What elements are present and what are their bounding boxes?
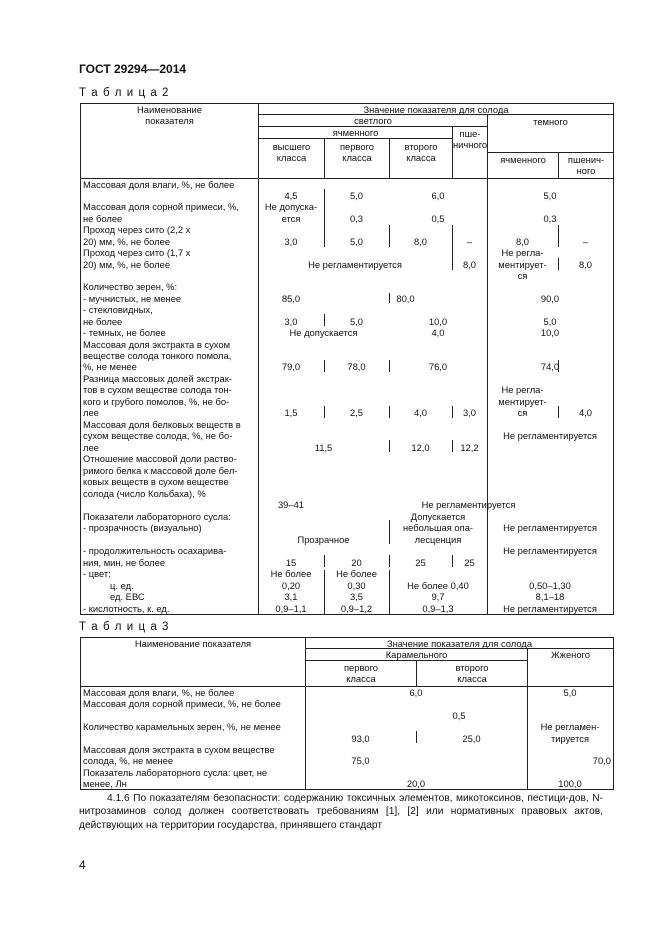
t2-label: не более (83, 316, 123, 327)
t2-label: не более (83, 213, 123, 224)
t3-label: Количество карамельных зерен, %, не менее (83, 721, 281, 732)
t2-cell: Не регламентируется (503, 522, 597, 533)
document-code: ГОСТ 29294—2014 (79, 62, 187, 76)
t2-label: Массовая доля сорной примеси, %, (83, 201, 239, 212)
t2-cell: 9,7 (431, 591, 445, 602)
t2-cell: 0,20 (281, 580, 301, 591)
t3-cell: 25,0 (462, 733, 481, 744)
t2-cell: 3,0 (284, 236, 298, 247)
t2-label: - стекловидных, (83, 304, 153, 315)
t2-cell: 8,0 (515, 236, 530, 247)
t2-label: Разница массовых долей экстрак- (83, 373, 232, 384)
t2-cell: Не регламентируется (503, 545, 597, 556)
t2-label: ед. ЕВС (110, 591, 145, 602)
t2-label: лее (83, 407, 99, 418)
t2-cell: Допускается (410, 511, 466, 522)
t3-caramel-header: Карамельного (385, 649, 448, 660)
t3-name-column-header: Наименование показателя (134, 638, 252, 649)
t2-dark-barley-header: ячменного (500, 154, 546, 165)
t2-label: Показатели лабораторного сусла: (83, 511, 231, 522)
t2-cell: Не регламентируется (308, 259, 402, 270)
t2-cell: 11,5 (314, 442, 333, 453)
t3-label: солода, %, не менее (83, 755, 174, 766)
t2-cell: Не регла- (501, 384, 544, 395)
t2-grade-second-header: второго класса (404, 141, 438, 164)
t3-second-class-header: второго класса (455, 662, 489, 685)
t2-cell: 76,0 (428, 361, 448, 372)
t2-wheat-light-header: пше- ничного (453, 128, 488, 151)
t2-cell: Не более (270, 568, 312, 579)
t2-label: ц. ед. (110, 580, 134, 591)
t2-dark-wheat-header: пшенич- ного (567, 154, 605, 177)
safety-paragraph: 4.1.6 По показателям безопасности: содержанию токсичных элементов, микотоксинов, пестици-дов, N-нитрозаминов солод должен соответствовать требованиям [1], [2] или нормативных правовых актов, действующих на территории государства, принявшего стандарт (79, 793, 603, 831)
t2-cell: 39–41 (277, 499, 305, 510)
t2-cell: Не допускается (289, 327, 358, 338)
t2-cell: 5,0 (543, 190, 557, 201)
t2-cell: 80,0 (396, 293, 415, 304)
t2-cell: 1,5 (284, 407, 298, 418)
t2-cell: Не регламентируется (503, 603, 597, 614)
t2-cell: 6,0 (431, 190, 445, 201)
t2-cell: 12,2 (460, 442, 479, 453)
t2-label: 20) мм, %, не более (83, 259, 171, 270)
t3-cell: 6,0 (409, 687, 423, 698)
t2-cell: 4,0 (431, 327, 445, 338)
t3-value-header: Значение показателя для солода (386, 638, 533, 649)
t2-grade-high-header: высшего класса (272, 141, 311, 164)
t2-light-header: светлого (354, 115, 392, 126)
t3-cell: тируется (550, 733, 590, 744)
t2-grade-first-header: первого класса (339, 141, 375, 164)
t2-cell: 25 (415, 557, 426, 568)
t2-cell: – (466, 236, 473, 247)
t2-cell: 5,0 (349, 190, 364, 201)
t2-label: 20) мм, %, не более (83, 236, 171, 247)
t2-cell: 10,0 (540, 327, 560, 338)
t2-label: - продолжительность осахарива- (83, 545, 227, 556)
t2-cell: ментирует- (498, 396, 547, 407)
t2-cell: 0,9–1,2 (340, 603, 373, 614)
t2-cell: 8,0 (462, 259, 477, 270)
t2-cell: Не более (336, 568, 377, 579)
t2-cell: Не более 0,40 (407, 580, 469, 591)
t3-label: Массовая доля сорной примеси, %, не более (83, 698, 281, 709)
t2-cell: 79,0 (281, 361, 301, 372)
t2-label: кого и грубого помолов, %, не бо- (83, 396, 230, 407)
t2-cell: Не регла- (501, 247, 544, 258)
table2-title: Т а б л и ц а 2 (79, 87, 170, 99)
t2-cell: 8,0 (413, 236, 428, 247)
t2-label: Массовая доля влаги, %, не более (83, 179, 235, 190)
t2-cell: 0,3 (543, 213, 557, 224)
t2-cell: Не регламентируется (503, 430, 597, 441)
t2-cell: 15 (285, 557, 297, 568)
t3-label: Показатель лабораторного сусла: цвет, не (83, 767, 268, 778)
t2-cell: ется (281, 213, 301, 224)
t2-label: - темных, не более (83, 327, 166, 338)
t2-label: Отношение массовой доли раство- (83, 453, 237, 464)
t2-cell: лесценция (414, 534, 462, 545)
t2-cell: 2,5 (349, 407, 364, 418)
t2-name-column-header: Наименование показателя (137, 104, 202, 127)
t2-cell: 5,0 (543, 316, 557, 327)
t2-cell: 3,5 (349, 591, 364, 602)
t2-cell: 3,0 (462, 407, 477, 418)
t2-cell: 0,30 (347, 580, 366, 591)
t3-cell: 70,0 (592, 755, 611, 766)
t2-label: - цвет: (83, 568, 111, 579)
t2-cell: 4,0 (578, 407, 593, 418)
t3-cell: 75,0 (351, 755, 370, 766)
t2-cell: 12,0 (411, 442, 430, 453)
table3-title: Т а б л и ц а 3 (79, 621, 170, 633)
t2-label: Массовая доля экстракта в сухом (83, 339, 231, 350)
t3-roasted-header: Жженого (551, 649, 590, 660)
page-number: 4 (79, 858, 86, 872)
t2-cell: 3,0 (284, 316, 298, 327)
t3-cell: 93,0 (351, 733, 370, 744)
t2-cell: небольшая опа- (402, 522, 474, 533)
t2-cell: 4,5 (284, 190, 298, 201)
t2-label: лее (83, 442, 99, 453)
t2-cell: 90,0 (540, 293, 560, 304)
t2-cell: 0,5 (431, 213, 445, 224)
t3-label: Массовая доля экстракта в сухом веществе (83, 744, 275, 755)
t2-cell: 4,0 (413, 407, 428, 418)
t2-cell: 3,1 (284, 591, 298, 602)
t2-label: солода (число Кольбаха), % (83, 488, 206, 499)
t2-cell: Не регламентируется (421, 499, 516, 510)
t2-cell: Не допуска- (264, 201, 318, 212)
t3-cell: 0,5 (452, 710, 466, 721)
t2-cell: 0,9–1,1 (275, 603, 307, 614)
t3-cell: 100,0 (558, 778, 582, 789)
t2-label: ковых веществ в сухом веществе (83, 476, 229, 487)
t2-value-header: Значение показателя для солода (363, 104, 509, 115)
t2-label: %, не менее (83, 361, 137, 372)
t2-cell: ся (517, 270, 528, 281)
t2-label: римого белка к массовой доле бел- (83, 465, 238, 476)
t3-label: менее, Лн (83, 778, 127, 789)
t2-cell: 5,0 (349, 316, 364, 327)
t2-cell: 25 (464, 557, 475, 568)
t2-cell: – (582, 236, 589, 247)
t2-cell: 78,0 (347, 361, 366, 372)
t2-label: ния, мин, не более (83, 557, 166, 568)
t2-label: Проход через сито (2,2 х (83, 224, 191, 235)
t2-cell: 0,9–1,3 (422, 603, 454, 614)
t2-cell: 0,50–1,30 (529, 580, 571, 591)
t2-cell: 20 (351, 557, 362, 568)
t2-label: - прозрачность (визуально) (83, 522, 202, 533)
t2-label: веществе солода тонкого помола, (83, 350, 232, 361)
t2-cell: 0,3 (349, 213, 364, 224)
t2-label: Массовая доля белковых веществ в (83, 419, 241, 430)
t3-cell: Не регламен- (540, 721, 600, 732)
t2-cell: ментирует- (498, 259, 547, 270)
t2-cell: 8,1–18 (535, 591, 565, 602)
t2-label: - мучнистых, не менее (83, 293, 182, 304)
t2-cell: ся (517, 407, 528, 418)
t3-label: Массовая доля влаги, %, не более (83, 687, 235, 698)
t2-cell: Прозрачное (297, 534, 350, 545)
t2-cell: 10,0 (428, 316, 448, 327)
t2-label: сухом веществе солода, %, не бо- (83, 430, 233, 441)
t2-label: тов в сухом веществе солода тон- (83, 384, 232, 395)
t2-cell: 8,0 (578, 259, 593, 270)
t2-dark-header: темного (533, 116, 568, 127)
t2-label: - кислотность, к. ед. (83, 603, 170, 614)
t2-cell: 85,0 (281, 293, 301, 304)
t3-cell: 20,0 (406, 778, 426, 789)
t2-label: Количество зерен, %: (83, 281, 178, 292)
t2-label: Проход через сито (1,7 х (83, 247, 191, 258)
t2-cell: 74,0 (540, 361, 560, 372)
t3-cell: 5,0 (563, 687, 577, 698)
t2-cell: 5,0 (349, 236, 364, 247)
t2-barley-header: ячменного (332, 127, 379, 138)
t3-first-class-header: первого класса (343, 662, 379, 685)
